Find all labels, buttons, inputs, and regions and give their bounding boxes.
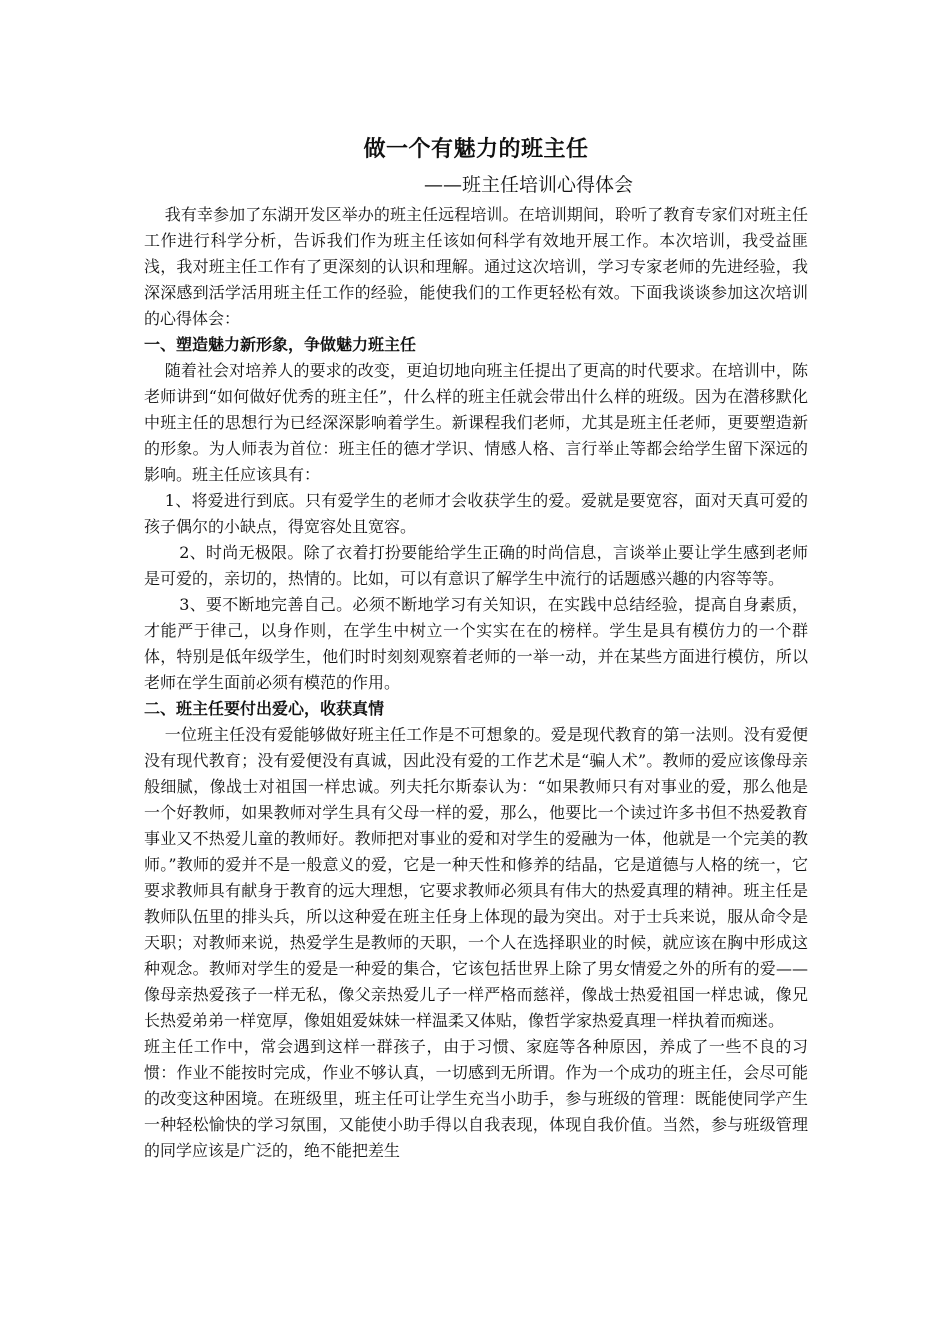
section-1-item-2: 2、时尚无极限。除了衣着打扮要能给学生正确的时尚信息，言谈举止要让学生感到老师是可爱的，亲切的，热情的。比如，可以有意识了解学生中流行的话题感兴趣的内容等等。 bbox=[144, 543, 808, 588]
intro-paragraph: 我有幸参加了东湖开发区举办的班主任远程培训。在培训期间，聆听了教育专家们对班主任工作进行科学分析，告诉我们作为班主任该如何科学有效地开展工作。本次培训，我受益匪浅，我对班主任工作有了更深刻的认识和理解。通过这次培训，学习专家老师的先进经验，我深深感到活学活用班主任工作的经验，能使我们的工作更轻松有效。下面我谈谈参加这次培训的心得体会： bbox=[144, 205, 808, 328]
document-subtitle: ——班主任培训心得体会 bbox=[424, 174, 634, 196]
section-1-item-1: 1、将爱进行到底。只有爱学生的老师才会收获学生的爱。爱就是要宽容，面对天真可爱的孩子偶尔的小缺点，得宽容处且宽容。 bbox=[144, 491, 808, 536]
section-1-paragraph: 随着社会对培养人的要求的改变，更迫切地向班主任提出了更高的时代要求。在培训中，陈老师讲到“如何做好优秀的班主任”，什么样的班主任就会带出什么样的班级。因为在潜移默化中班主任的思想行为已经深深影响着学生。新课程我们老师，尤其是班主任老师，更要塑造新的形象。为人师表为首位：班主任的德才学识、情感人格、言行举止等都会给学生留下深远的影响。班主任应该具有： bbox=[144, 361, 808, 484]
section-2-paragraph-1: 一位班主任没有爱能够做好班主任工作是不可想象的。爱是现代教育的第一法则。没有爱便没有现代教育；没有爱便没有真诚，因此没有爱的工作艺术是“骗人术”。教师的爱应该像母亲般细腻，像战士对祖国一样忠诚。列夫托尔斯泰认为：“如果教师只有对事业的爱，那么他是一个好教师，如果教师对学生具有父母一样的爱，那么，他要比一个读过许多书但不热爱教育事业又不热爱儿童的教师好。教师把对事业的爱和对学生的爱融为一体，他就是一个完美的教师。”教师的爱并不是一般意义的爱，它是一种天性和修养的结晶，它是道德与人格的统一，它要求教师具有献身于教育的远大理想，它要求教师必须具有伟大的热爱真理的精神。班主任是教师队伍里的排头兵，所以这种爱在班主任身上体现的最为突出。对于士兵来说，服从命令是天职；对教师来说，热爱学生是教师的天职，一个人在选择职业的时候，就应该在胸中形成这种观念。教师对学生的爱是一种爱的集合，它该包括世界上除了男女情爱之外的所有的爱——像母亲热爱孩子一样无私，像父亲热爱儿子一样严格而慈祥，像战士热爱祖国一样忠诚，像兄长热爱弟弟一样宽厚，像姐姐爱妹妹一样温柔又体贴，像哲学家热爱真理一样执着而痴迷。 bbox=[144, 725, 808, 1030]
document-title: 做一个有魅力的班主任 bbox=[363, 137, 589, 162]
section-1-item-3: 3、要不断地完善自己。必须不断地学习有关知识，在实践中总结经验，提高自身素质，才能严于律己，以身作则，在学生中树立一个实实在在的榜样。学生是具有模仿力的一个群体，特别是低年级学生，他们时时刻刻观察着老师的一举一动，并在某些方面进行模仿，所以老师在学生面前必须有模范的作用。 bbox=[144, 595, 808, 692]
document-page bbox=[144, 130, 808, 1164]
section-2-heading: 二、班主任要付出爱心，收获真情 bbox=[144, 699, 385, 718]
section-1-heading: 一、塑造魅力新形象，争做魅力班主任 bbox=[144, 335, 417, 354]
section-2-paragraph-2: 班主任工作中，常会遇到这样一群孩子，由于习惯、家庭等各种原因，养成了一些不良的习惯：作业不能按时完成，作业不够认真，一切感到无所谓。作为一个成功的班主任，会尽可能的改变这种困境。在班级里，班主任可让学生充当小助手，参与班级的管理：既能使同学产生一种轻松愉快的学习氛围，又能使小助手得以自我表现，体现自我价值。当然，参与班级管理的同学应该是广泛的，绝不能把差生 bbox=[144, 1037, 808, 1160]
